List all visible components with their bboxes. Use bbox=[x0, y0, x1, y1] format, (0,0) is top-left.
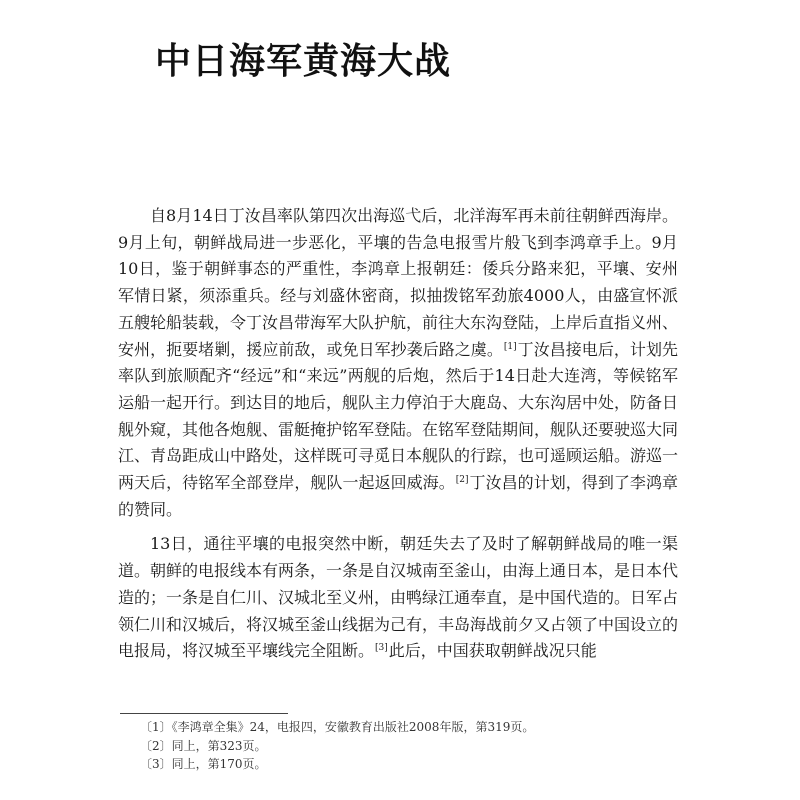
text-run: 自8月14日丁汝昌率队第四次出海巡弋后，北洋海军再未前往朝鲜西海岸。9月上旬，朝鲜战局进一步恶化，平壤的告急电报雪片般飞到李鸿章手上。9月10日，鉴于朝鲜事态的严重性，李鸿章上报朝廷：倭兵分路来犯，平壤、安州军情日紧，须添重兵。经与刘盛休密商，拟抽拨铭军劲旅4000人，由盛宣怀派五艘轮船装载，令丁汝昌带海军大队护航，前往大东沟登陆，上岸后直指义州、安州，扼要堵剿，援应前敌，或免日军抄袭后路之虞。 bbox=[118, 206, 679, 359]
footnote-ref: [3] bbox=[375, 643, 388, 654]
footnotes bbox=[140, 718, 700, 774]
text-run: 丁汝昌的计划，得到了李鸿章的赞同。 bbox=[118, 473, 678, 519]
text-run: 此后，中国获取朝鲜战况只能 bbox=[388, 641, 597, 661]
footnote-3: 〔3〕同上，第170页。 bbox=[140, 757, 267, 772]
text-run: 13日，通往平壤的电报突然中断，朝廷失去了及时了解朝鲜战局的唯一渠道。朝鲜的电报线本有两条，一条是自汉城南至釜山，由海上通日本，是日本代造的；一条是自仁川、汉城北至义州，由鸭绿江通奉直，是中国代造的。日军占领仁川和汉城后，将汉城至釜山线据为己有，丰岛海战前夕又占领了中国设立的电报局，将汉城至平壤线完全阻断。 bbox=[118, 534, 679, 661]
body-paragraph bbox=[118, 531, 678, 665]
footnote-ref: [2] bbox=[455, 475, 469, 486]
chapter-title: 中日海军黄海大战 bbox=[155, 41, 452, 82]
footnote-divider bbox=[120, 713, 288, 714]
body-paragraph bbox=[118, 203, 678, 523]
text-run: 丁汝昌接电后，计划先率队到旅顺配齐“经远”和“来远”两舰的后炮，然后于14日赴大连湾，等候铭军运船一起开行。到达目的地后，舰队主力停泊于大鹿岛、大东沟居中处，防备日舰外窥，其他各炮舰、雷艇掩护铭军登陆。在铭军登陆期间，舰队还要驶巡大同江、青岛距成山中路处，这样既可寻觅日本舰队的行踪，也可遥顾运船。游巡一两天后，待铭军全部登岸，舰队一起返回威海。 bbox=[118, 339, 679, 493]
footnote-2: 〔2〕同上，第323页。 bbox=[140, 738, 267, 753]
body-text bbox=[118, 203, 678, 665]
footnote-1: 〔1〕《李鸿章全集》24，电报四，安徽教育出版社2008年版，第319页。 bbox=[140, 720, 535, 734]
footnote-ref: [1] bbox=[503, 341, 517, 352]
